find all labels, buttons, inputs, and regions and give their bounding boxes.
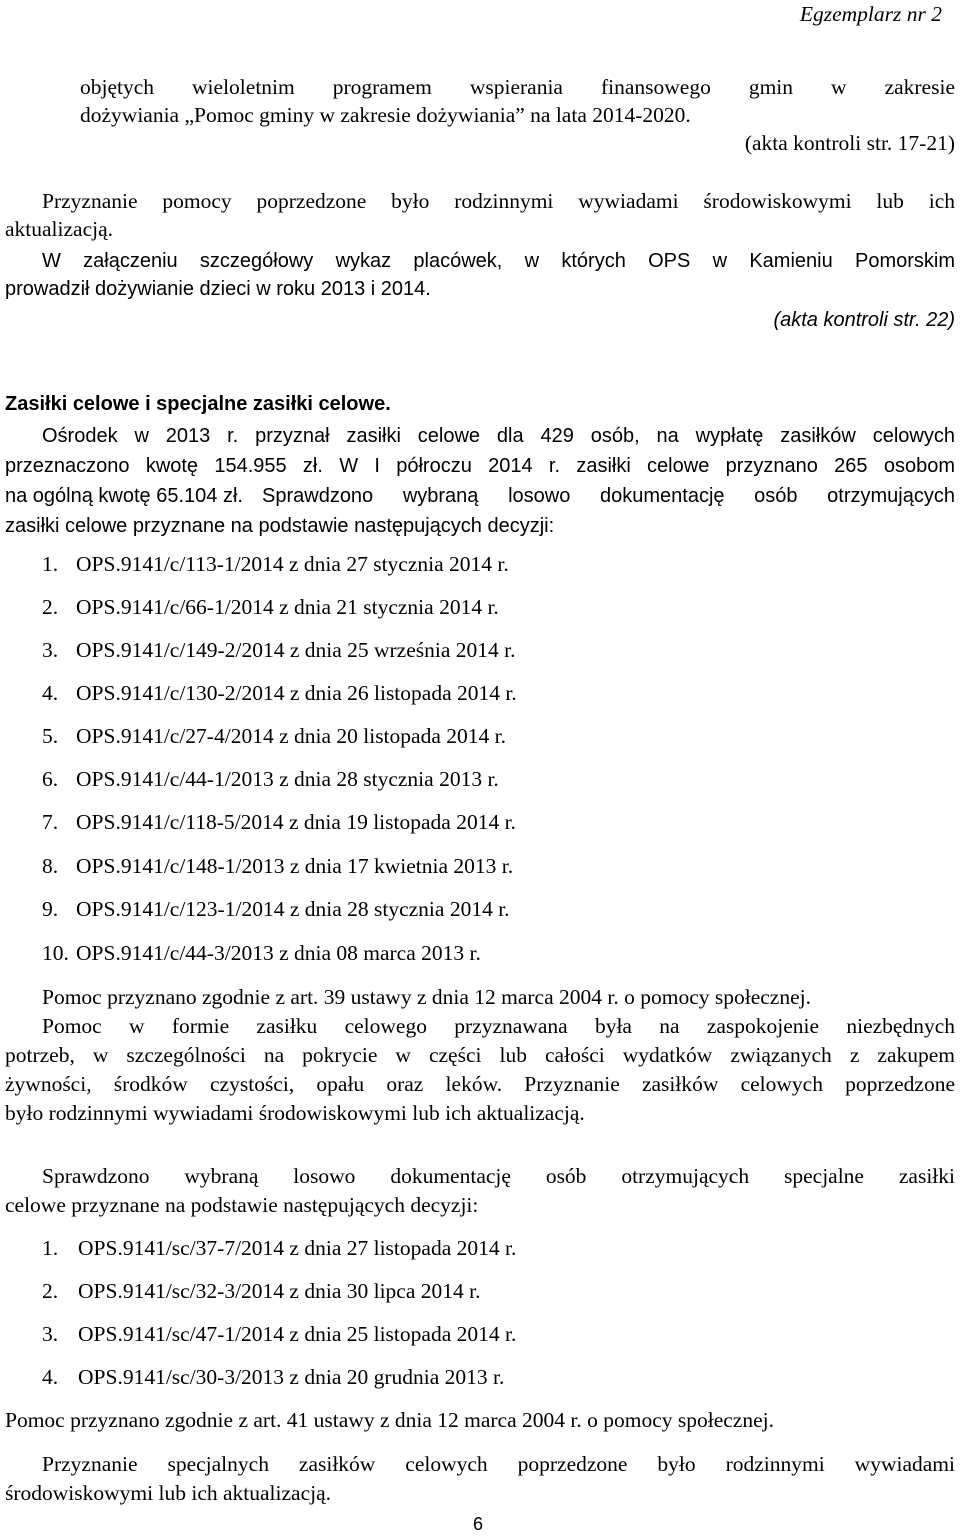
paragraph-line: dożywiania „Pomoc gminy w zakresie dożywiania” na lata 2014-2020.: [80, 103, 691, 127]
paragraph-line: aktualizacją.: [5, 217, 114, 241]
paragraph-line: Sprawdzono wybraną losowo dokumentację osób otrzymujących: [262, 485, 955, 507]
list-item: 2. OPS.9141/c/66-1/2014 z dnia 21 stycznia 2014 r.: [42, 595, 499, 619]
list-item: 6. OPS.9141/c/44-1/2013 z dnia 28 stycznia 2013 r.: [42, 767, 499, 791]
list-item: 1. OPS.9141/c/113-1/2014 z dnia 27 stycznia 2014 r.: [42, 552, 509, 576]
paragraph-line: zasiłki celowe przyznane na podstawie następujących decyzji:: [5, 515, 555, 537]
list-item: 4. OPS.9141/c/130-2/2014 z dnia 26 listopada 2014 r.: [42, 681, 517, 705]
paragraph-line: Sprawdzono wybraną losowo dokumentację osób otrzymujących specjalne zasiłki: [42, 1164, 955, 1188]
paragraph-line: potrzeb, w szczególności na pokrycie w części lub całości wydatków związanych z zakupem: [5, 1043, 955, 1067]
paragraph-line: Przyznanie specjalnych zasiłków celowych poprzedzone było rodzinnymi wywiadami: [42, 1452, 955, 1476]
paragraph-line: żywności, środków czystości, opału oraz leków. Przyznanie zasiłków celowych poprzedzone: [5, 1072, 955, 1096]
paragraph-line: na ogólną kwotę 65.104 zł.: [5, 485, 243, 507]
paragraph-line: Ośrodek w 2013 r. przyznał zasiłki celowe dla 429 osób, na wypłatę zasiłków celowych: [42, 425, 955, 447]
paragraph-line: Przyznanie pomocy poprzedzone było rodzinnymi wywiadami środowiskowymi lub ich: [42, 189, 955, 213]
list-item: 9. OPS.9141/c/123-1/2014 z dnia 28 stycznia 2014 r.: [42, 897, 510, 921]
paragraph-line: środowiskowymi lub ich aktualizacją.: [5, 1481, 332, 1505]
list-item: 7. OPS.9141/c/118-5/2014 z dnia 19 listopada 2014 r.: [42, 810, 516, 834]
page-number: 6: [473, 1514, 484, 1534]
list-item: 2. OPS.9141/sc/32-3/2014 z dnia 30 lipca 2014 r.: [42, 1279, 481, 1303]
paragraph-line: celowe przyznane na podstawie następujących decyzji:: [5, 1193, 479, 1217]
list-item: 8. OPS.9141/c/148-1/2013 z dnia 17 kwietnia 2013 r.: [42, 854, 514, 878]
legal-basis: Pomoc przyznano zgodnie z art. 39 ustawy z dnia 12 marca 2004 r. o pomocy społecznej.: [42, 985, 811, 1009]
paragraph-line: objętych wieloletnim programem wspierania finansowego gmin w zakresie: [80, 75, 955, 99]
reference-note: (akta kontroli str. 17-21): [744, 131, 955, 155]
list-item: 1. OPS.9141/sc/37-7/2014 z dnia 27 listopada 2014 r.: [42, 1236, 517, 1260]
reference-note: (akta kontroli str. 22): [773, 309, 955, 331]
list-item: 5. OPS.9141/c/27-4/2014 z dnia 20 listopada 2014 r.: [42, 724, 506, 748]
list-item: 3. OPS.9141/sc/47-1/2014 z dnia 25 listopada 2014 r.: [42, 1322, 517, 1346]
paragraph-line: przeznaczono kwotę 154.955 zł. W I półroczu 2014 r. zasiłki celowe przyznano 265 osobom: [5, 455, 955, 477]
list-item: 10. OPS.9141/c/44-3/2013 z dnia 08 marca 2013 r.: [42, 941, 481, 965]
section-heading: Zasiłki celowe i specjalne zasiłki celowe.: [5, 393, 391, 415]
list-item: 4. OPS.9141/sc/30-3/2013 z dnia 20 grudnia 2013 r.: [42, 1365, 505, 1389]
copy-label: Egzemplarz nr 2: [799, 2, 942, 26]
legal-basis: Pomoc przyznano zgodnie z art. 41 ustawy z dnia 12 marca 2004 r. o pomocy społecznej.: [5, 1408, 774, 1432]
paragraph-line: było rodzinnymi wywiadami środowiskowymi lub ich aktualizacją.: [5, 1101, 585, 1125]
paragraph-line: Pomoc w formie zasiłku celowego przyznawana była na zaspokojenie niezbędnych: [42, 1014, 955, 1038]
paragraph-line: prowadził dożywianie dzieci w roku 2013 i 2014.: [5, 278, 431, 300]
list-item: 3. OPS.9141/c/149-2/2014 z dnia 25 września 2014 r.: [42, 638, 516, 662]
paragraph-line: W załączeniu szczegółowy wykaz placówek, w których OPS w Kamieniu Pomorskim: [42, 250, 955, 272]
